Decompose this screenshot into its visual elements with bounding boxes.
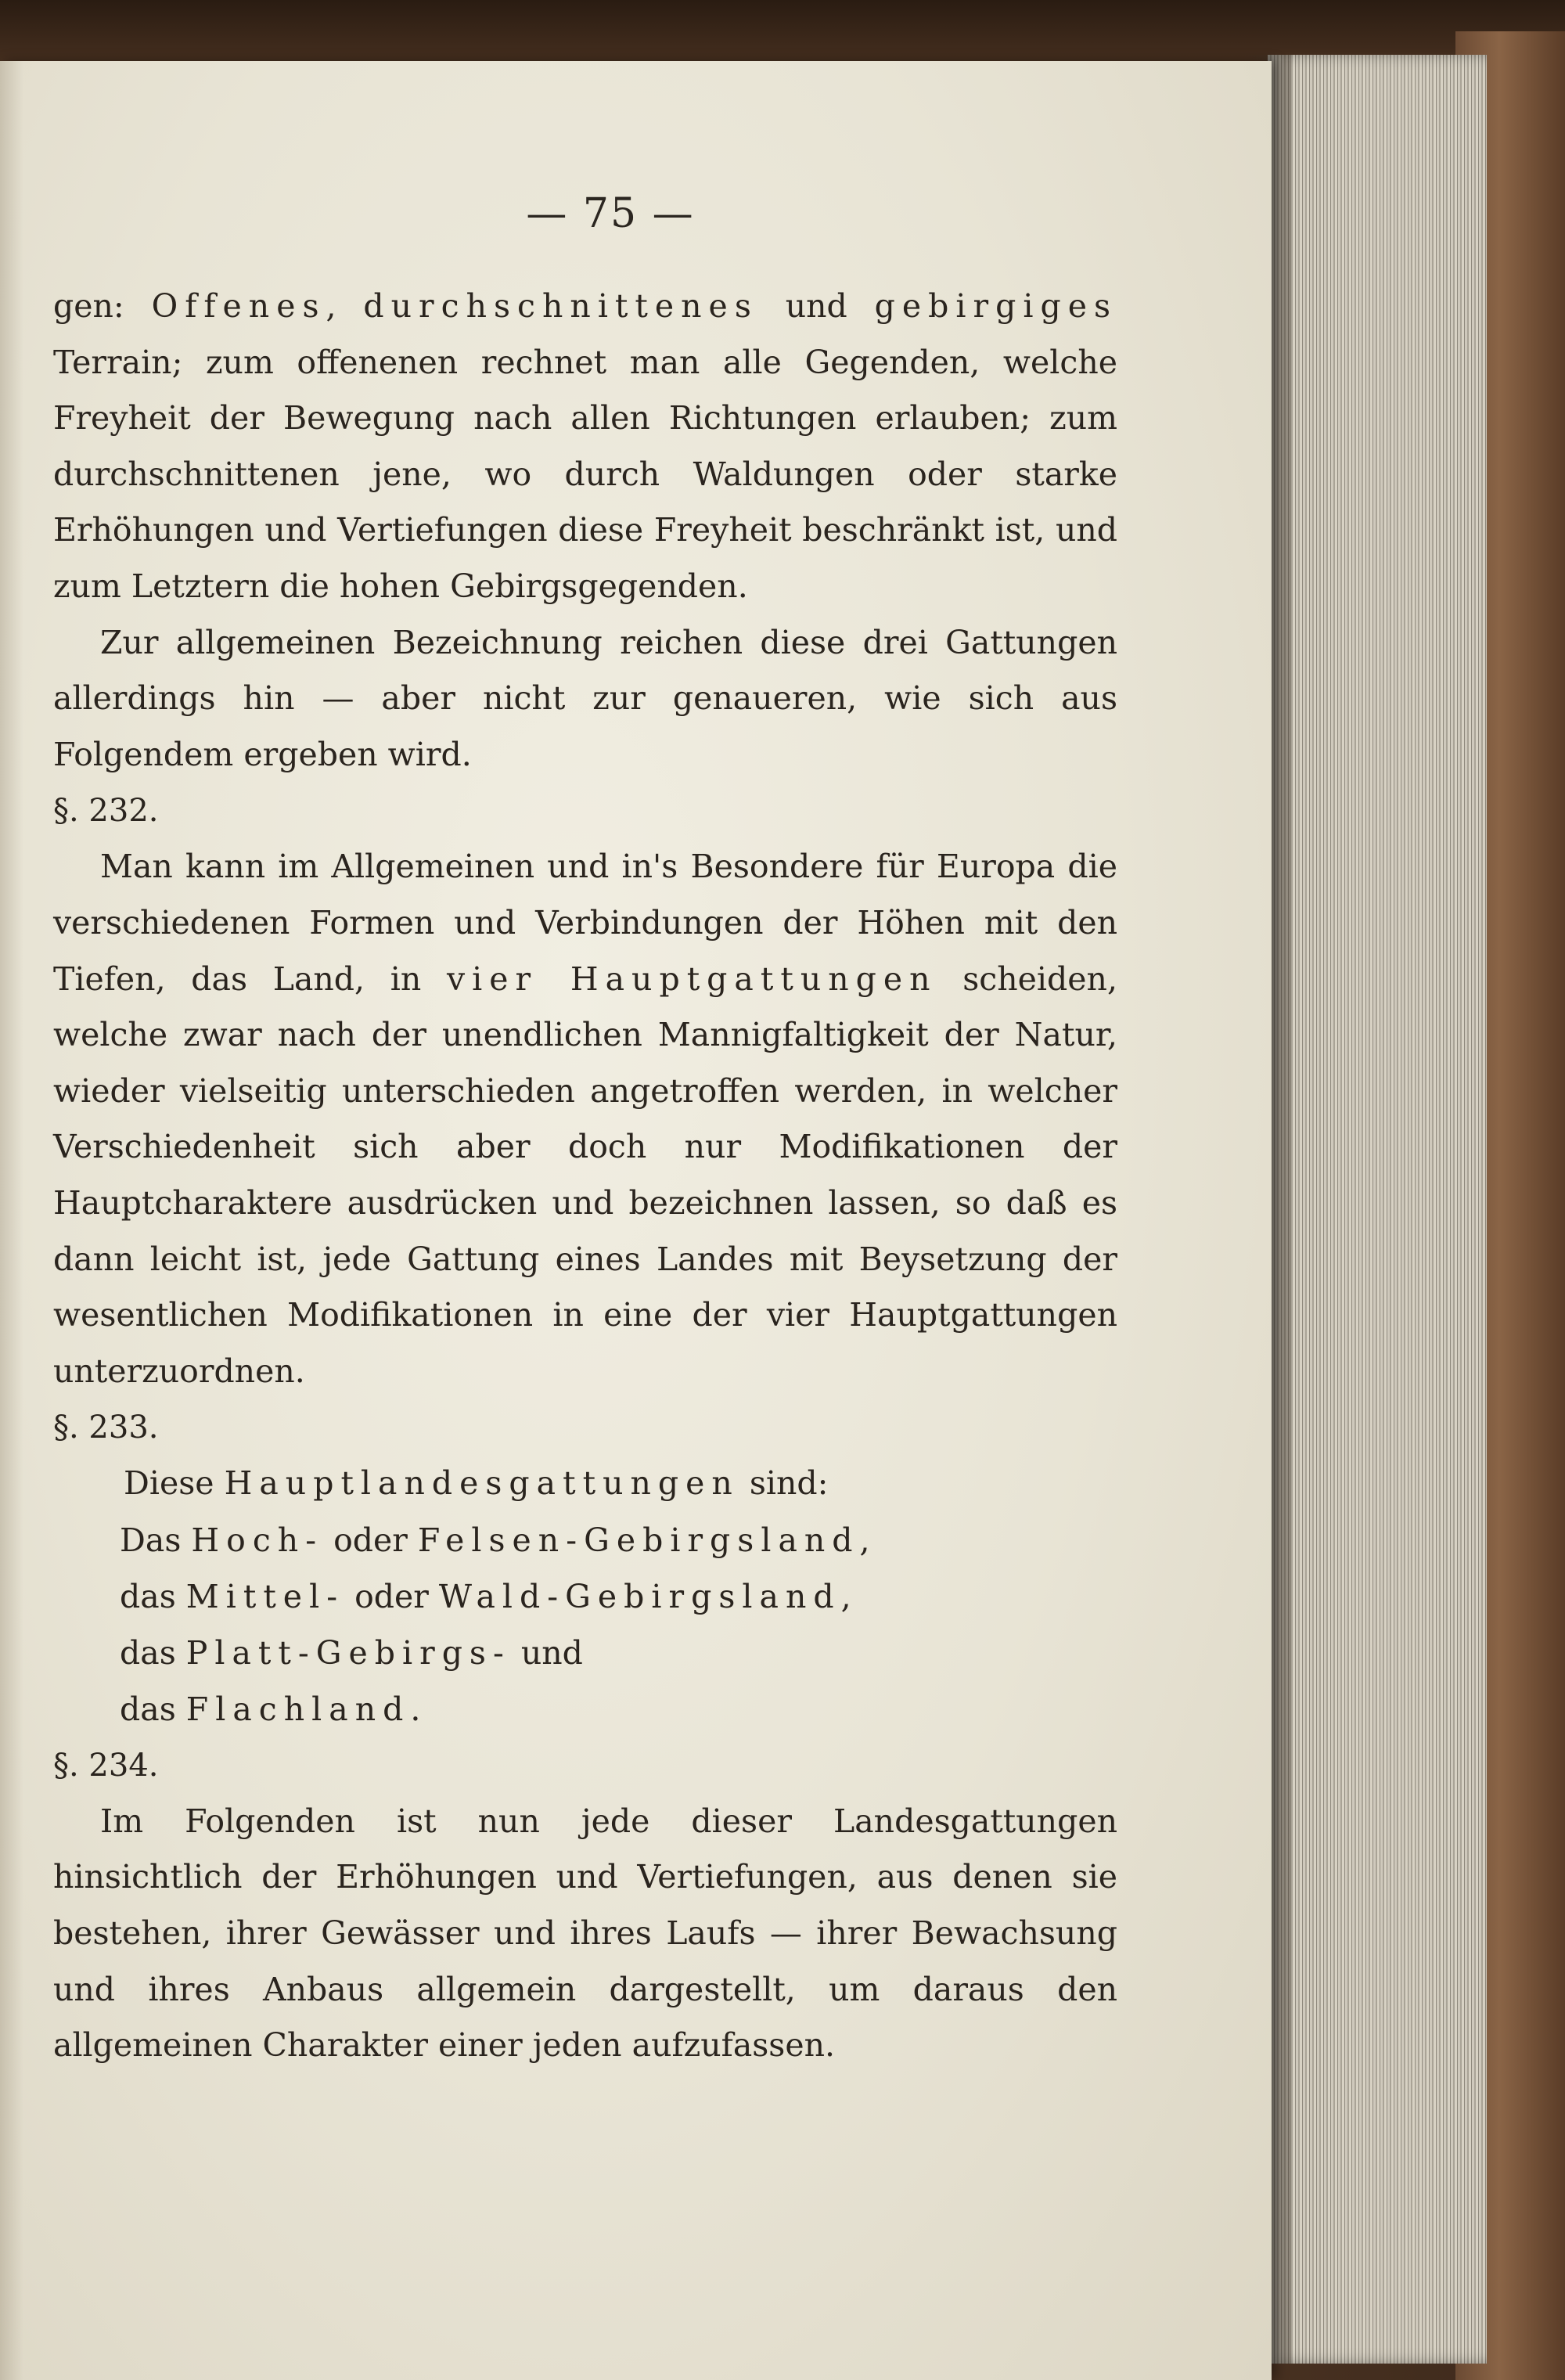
page-block-edges (1268, 55, 1487, 2364)
page-number: — 75 — (526, 190, 695, 237)
emphasized-term: Mittel- (185, 1577, 345, 1615)
text-run: das (120, 1577, 186, 1615)
section-heading-232: §. 232. (53, 793, 159, 830)
text-run: und (510, 1633, 583, 1672)
emphasized-term: Platt-Gebirgs- (185, 1633, 511, 1672)
text-run: Diese (124, 1464, 225, 1503)
list-item (53, 1625, 1117, 1681)
paragraph-234: Im Folgenden ist nun jede dieser Landesgattungen hinsichtlich der Erhöhungen und Vertiefungen, aus denen sie bestehen, ihrer Gewässer und ihres Laufs — ihrer Bewachsung und ihres Anbaus allgemein dargestellt, um daraus den allgemeinen Charakter einer jeden aufzufassen. (53, 1802, 1117, 2065)
book-page (0, 61, 1272, 2380)
emphasized-term: gebirgiges (874, 287, 1117, 325)
text-run: oder (323, 1521, 418, 1559)
emphasized-term: Offenes (151, 287, 326, 325)
emphasized-term: Flachland (185, 1690, 411, 1728)
section-heading-234: §. 234. (53, 1747, 159, 1784)
list-item (53, 1512, 1117, 1568)
list-item (53, 1681, 1117, 1737)
emphasized-term: durchschnittenes (363, 287, 758, 325)
paragraph-bezeichnung: Zur allgemeinen Bezeichnung reichen diese drei Gattungen allerdings hin — aber nicht zur genaueren, wie sich aus Folgendem ergeben wird. (53, 623, 1117, 773)
paragraph-233-intro (53, 1456, 1117, 1512)
text-run: . (410, 1690, 421, 1728)
emphasized-term: Wald-Gebirgsland (438, 1577, 841, 1615)
text-run: Terrain; zum offenenen rechnet man alle Gegenden, welche Freyheit der Bewegung nach allen Richtungen erlauben; zum durchschnittenen jene, wo durch Waldungen oder starke Erhöhungen und Vertiefungen diese Freyheit beschränkt ist, und zum Letztern die hohen Gebirgsgegenden. (53, 343, 1117, 605)
text-run: und (757, 287, 875, 325)
paragraph-terrain (53, 279, 1117, 615)
emphasized-term: Hauptlandesgattungen (224, 1464, 739, 1503)
text-run: , (840, 1577, 851, 1615)
text-run: Das (120, 1521, 192, 1559)
text-run: , (859, 1521, 870, 1559)
text-run: , (326, 287, 364, 325)
list-item (53, 1568, 1117, 1625)
text-run: scheiden, welche zwar nach der unendlichen Mannigfaltigkeit der Natur, wieder vielseitig unterschieden angetroffen werden, in welcher Verschiedenheit sich aber doch nur Modifikationen der Hauptcharaktere ausdrücken und bezeichnen lassen, so daß es dann leicht ist, jede Gattung eines Landes mit Beysetzung der wesentlichen Modifikationen in eine der vier Hauptgattungen unterzuordnen. (53, 960, 1117, 1390)
emphasized-term: Felsen-Gebirgsland (417, 1521, 860, 1559)
emphasized-term: Hoch- (191, 1521, 324, 1559)
text-run: sind: (739, 1464, 829, 1503)
section-heading-233: §. 233. (53, 1410, 159, 1446)
page-text (53, 279, 1117, 2074)
paragraph-232 (53, 839, 1117, 1399)
emphasized-term: vier Hauptgattungen (447, 960, 937, 998)
text-run: Man kann im Allgemeinen und in's Besondere für Europa die verschiedenen Formen und Verbindungen der Höhen mit den Tiefen, das Land, in (53, 848, 1117, 998)
text-run: das (120, 1690, 186, 1728)
text-run: das (120, 1633, 186, 1672)
text-run: gen: (53, 287, 152, 325)
text-run: oder (344, 1577, 439, 1615)
